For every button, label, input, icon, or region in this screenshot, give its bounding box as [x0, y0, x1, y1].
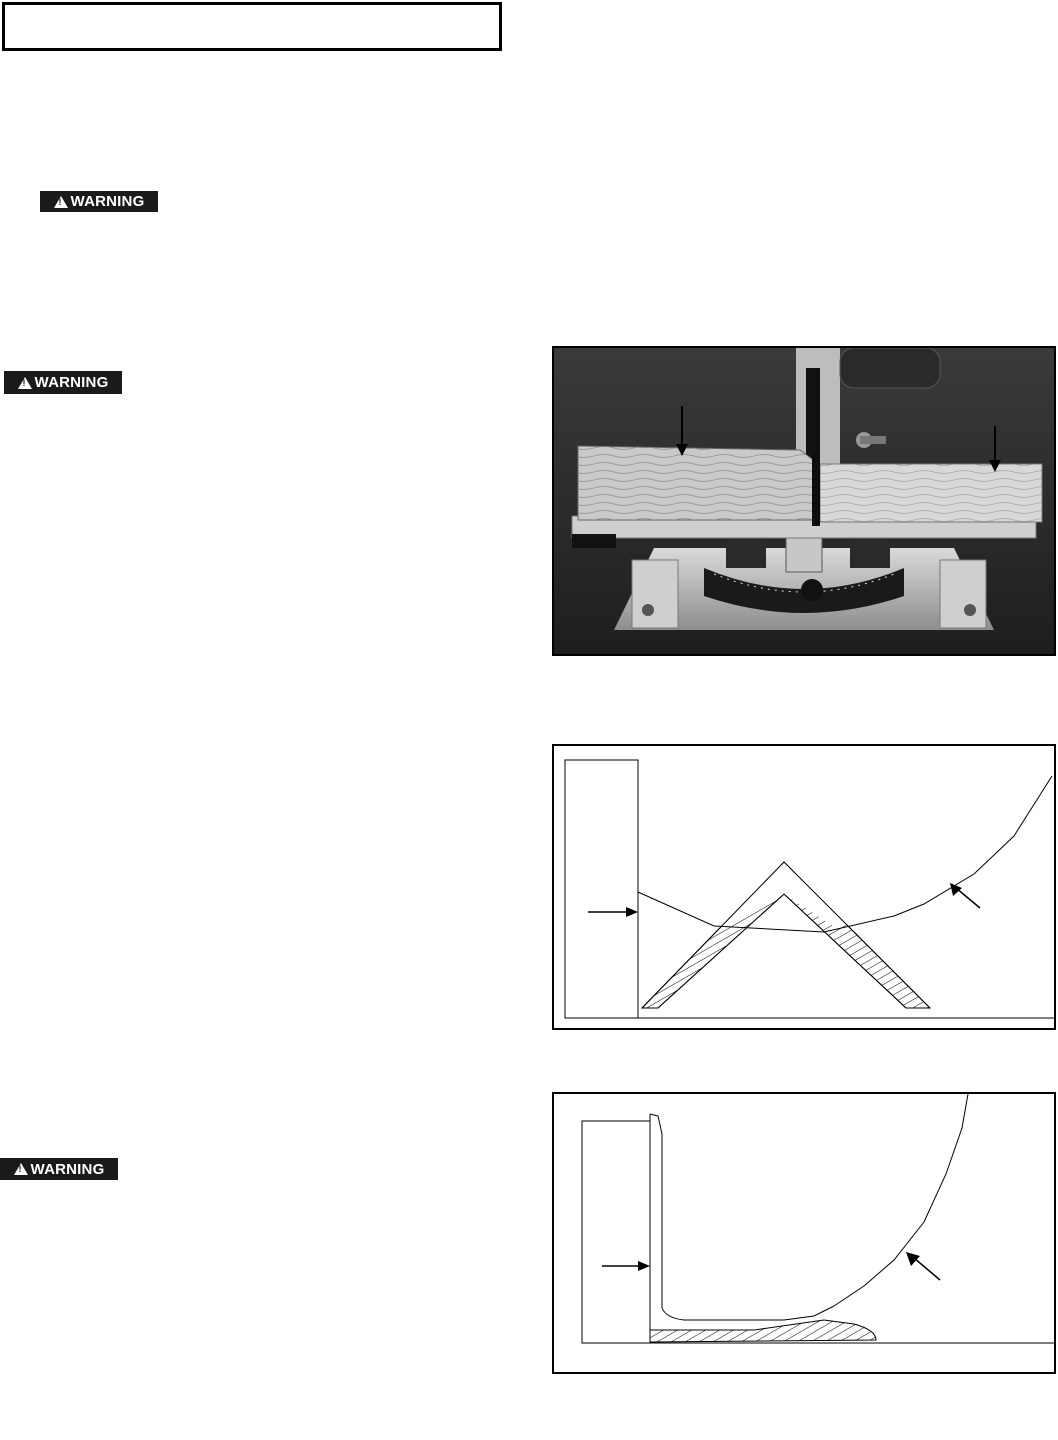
- warning-badge-1: [40, 191, 158, 212]
- left-board: [578, 446, 816, 520]
- ceiling-line: [638, 776, 1052, 932]
- fence: [565, 760, 638, 1018]
- arrow-icon: [906, 1252, 940, 1280]
- warning-triangle-icon: [18, 377, 32, 389]
- arrow-icon: [950, 883, 980, 908]
- warning-label: WARNING: [70, 193, 145, 210]
- warning-badge-3: [0, 1158, 118, 1180]
- warning-triangle-icon: [54, 196, 68, 208]
- crown-molding-diagram: [554, 746, 1054, 1028]
- warning-triangle-icon: [14, 1163, 28, 1175]
- base-molding-figure: [552, 1092, 1056, 1374]
- right-board: [820, 464, 1042, 522]
- miter-saw-illustration: [554, 348, 1054, 654]
- blade-kerf: [812, 452, 820, 526]
- saw-base: [572, 516, 1036, 630]
- warning-badge-2: [4, 371, 122, 394]
- warning-label: WARNING: [30, 1160, 105, 1178]
- hatched-molding-section: [650, 1320, 876, 1342]
- miter-saw-figure: [552, 346, 1056, 656]
- header-box: [2, 2, 502, 51]
- crown-molding-figure: [552, 744, 1056, 1030]
- base-molding-diagram: [554, 1094, 1054, 1372]
- warning-label: WARNING: [34, 374, 109, 391]
- molding-profile: [650, 1114, 834, 1320]
- fence: [582, 1121, 650, 1343]
- wall-curve: [834, 1094, 968, 1306]
